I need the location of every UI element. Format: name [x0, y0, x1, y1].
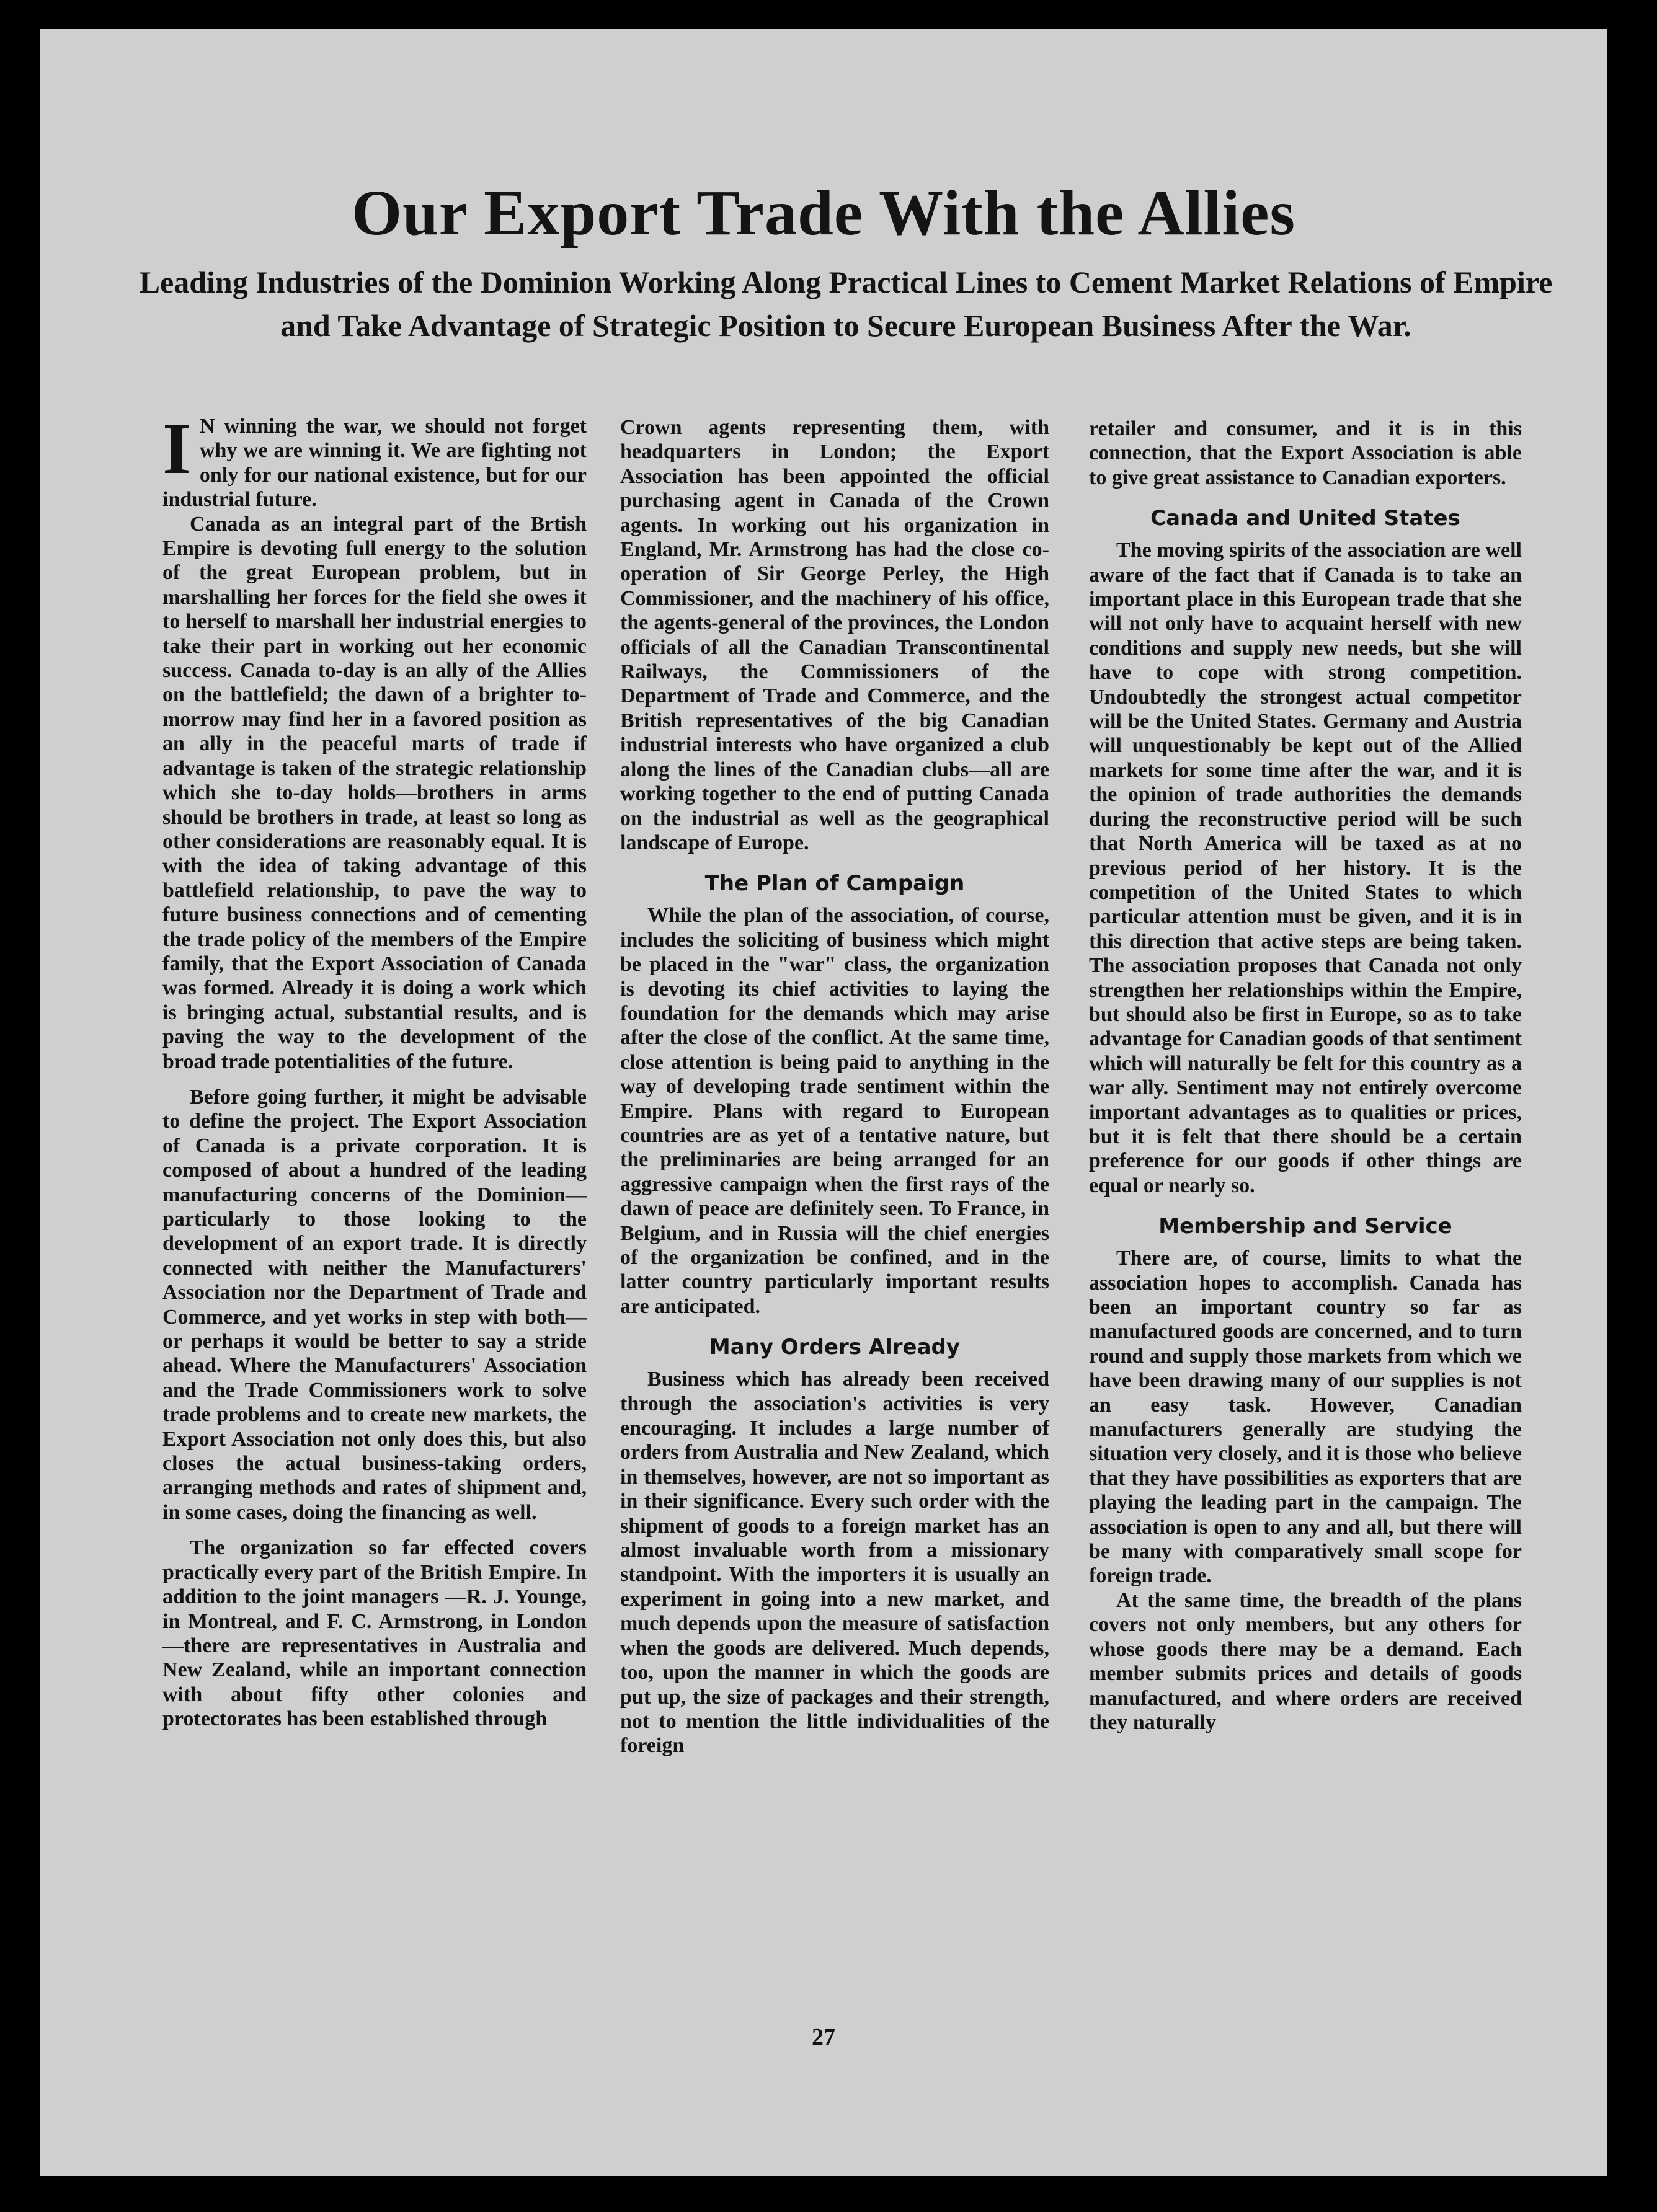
paragraph: While the plan of the association, of course, includes the soliciting of business which might be placed in the "war" class, the organization is devoting its chief activities to laying the foundation for the demands which may arise after the close of the conflict. At the same time, close attention is being paid to anything in the way of developing trade sentiment within the Empire. Plans with regard to European countries are as yet of a tentative nature, but the preliminaries are being arranged for an aggressive campaign when the first rays of the dawn of peace are definitely seen. To France, in Belgium, and in Russia will the chief energies of the organization be confined, and in the latter country particularly important results are anticipated. [620, 904, 1049, 1318]
section-heading-membership-and-service: Membership and Service [1158, 1214, 1452, 1239]
paragraph: There are, of course, limits to what the association hopes to accomplish. Canada has been an important country so far as manufactured goods are concerned, and to turn round and supply those markets from which we have been drawing many of our supplies is not an easy task. However, Canadian manufacturers generally are studying the situation very closely, and it is those who believe that they have possibilities as exporters that are playing the leading part in the campaign. The association is open to any and all, but there will be many with comparatively small scope for foreign trade. [1089, 1247, 1522, 1588]
paragraph: retailer and consumer, and it is in this connection, that the Export Association is able to give great assistance to Canadian exporters. [1089, 417, 1522, 489]
paragraph: Business which has already been received through the association's activities is very encouraging. It includes a large number of orders from Australia and New Zealand, which in themselves, however, are not so important as in their significance. Every such order with the shipment of goods to a foreign market has an almost invaluable worth from a missionary standpoint. With the importers it is usually an experiment in going into a new market, and much depends upon the measure of satisfaction when the goods are delivered. Much depends, too, upon the manner in which the goods are put up, the size of packages and their strength, not to mention the little individualities of the foreign [620, 1368, 1049, 1758]
column-3 [1089, 417, 1522, 1735]
paragraph: The organization so far effected covers practically every part of the British Empire. In addition to the joint managers —R. J. Younge, in Montreal, and F. C. Armstrong, in London—there are representatives in Australia and New Zealand, while an important connection with about fifty other colonies and protectorates has been established through [162, 1536, 587, 1731]
page-number: 27 [812, 2024, 835, 2050]
paragraph: Canada as an integral part of the Brtish Empire is devoting full energy to the solution of the great European problem, but in marshalling her forces for the field she owes it to herself to marshall her industrial energies to take their part in working out her economic success. Canada to-day is an ally of the Allies on the battlefield; the dawn of a brighter to-morrow may find her in a favored position as an ally in the peaceful marts of trade if advantage is taken of the strategic relationship which she to-day holds—brothers in arms should be brothers in trade, at least so long as other considerations are reasonably equal. It is with the idea of taking advantage of this battlefield relationship, to pave the way to future business connections and of cementing the trade policy of the members of the Empire family, that the Export Association of Canada was formed. Already it is doing a work which is bringing actual, substantial results, and is paving the way to the development of the broad trade potentialities of the future. [162, 512, 587, 1073]
section-heading-canada-and-united-states: Canada and United States [1150, 506, 1460, 531]
drop-cap: I [162, 408, 191, 489]
paragraph: The moving spirits of the association are well aware of the fact that if Canada is to take an important place in this European trade that she will not only have to acquaint herself with new conditions and supply new needs, but she will have to cope with strong competition. Undoubtedly the strongest actual competitor will be the United States. Germany and Austria will unquestionably be kept out of the Allied markets for some time after the war, and it is the opinion of trade authorities the demands during the reconstructive period will be such that North America will be taxed as at no previous period of her history. It is the competition of the United States to which particular attention must be given, and it is in this direction that active steps are being taken. The association proposes that Canada not only strengthen her relationships within the Empire, but should also be first in Europe, so as to take advantage for Canadian goods of that sentiment which will naturally be felt for this country as a war ally. Sentiment may not entirely overcome important advantages as to qualities or prices, but it is felt that there should be a certain preference for our goods if other things are equal or nearly so. [1089, 539, 1522, 1197]
section-heading-plan-of-campaign: The Plan of Campaign [704, 871, 965, 896]
column-1 [162, 408, 587, 1732]
opening-text: N winning the war, we should not forget why we are winning it. We are fighting not only for our national existence, but for our industrial future. [162, 415, 587, 511]
article-subtitle: Leading Industries of the Dominion Working Along Practical Lines to Cement Market Relations of Empire and Take Advantage of Strategic Position to Secure European Business After the War. [139, 265, 1553, 343]
section-heading-many-orders: Many Orders Already [709, 1335, 961, 1360]
column-2 [620, 415, 1049, 1758]
magazine-page [40, 29, 1607, 2176]
paragraph: At the same time, the breadth of the plans covers not only members, but any others for whose goods there may be a demand. Each member submits prices and details of goods manufactured, and where orders are received they naturally [1089, 1588, 1522, 1734]
paragraph: Before going further, it might be advisable to define the project. The Export Association of Canada is a private corporation. It is composed of about a hundred of the leading manufacturing concerns of the Dominion—particularly to those looking to the development of an export trade. It is directly connected with neither the Manufacturers' Association nor the Department of Trade and Commerce, and yet works in step with both—or perhaps it would be better to say a stride ahead. Where the Manufacturers' Association and the Trade Commissioners work to solve trade problems and to create new markets, the Export Association not only does this, but also closes the actual business-taking orders, arranging methods and rates of shipment and, in some cases, doing the financing as well. [162, 1085, 587, 1524]
opening-paragraph [162, 408, 587, 512]
paragraph: Crown agents representing them, with headquarters in London; the Export Association has been appointed the official purchasing agent in Canada of the Crown agents. In working out his organization in England, Mr. Armstrong has had the close co-operation of Sir George Perley, the High Commissioner, and the machinery of his office, the agents-general of the provinces, the London officials of all the Canadian Transcontinental Railways, the Commissioners of the Department of Trade and Commerce, and the British representatives of the big Canadian industrial interests who have organized a club along the lines of the Canadian clubs—all are working together to the end of putting Canada on the industrial as well as the geographical landscape of Europe. [620, 416, 1049, 854]
article-title: Our Export Trade With the Allies [352, 177, 1295, 249]
